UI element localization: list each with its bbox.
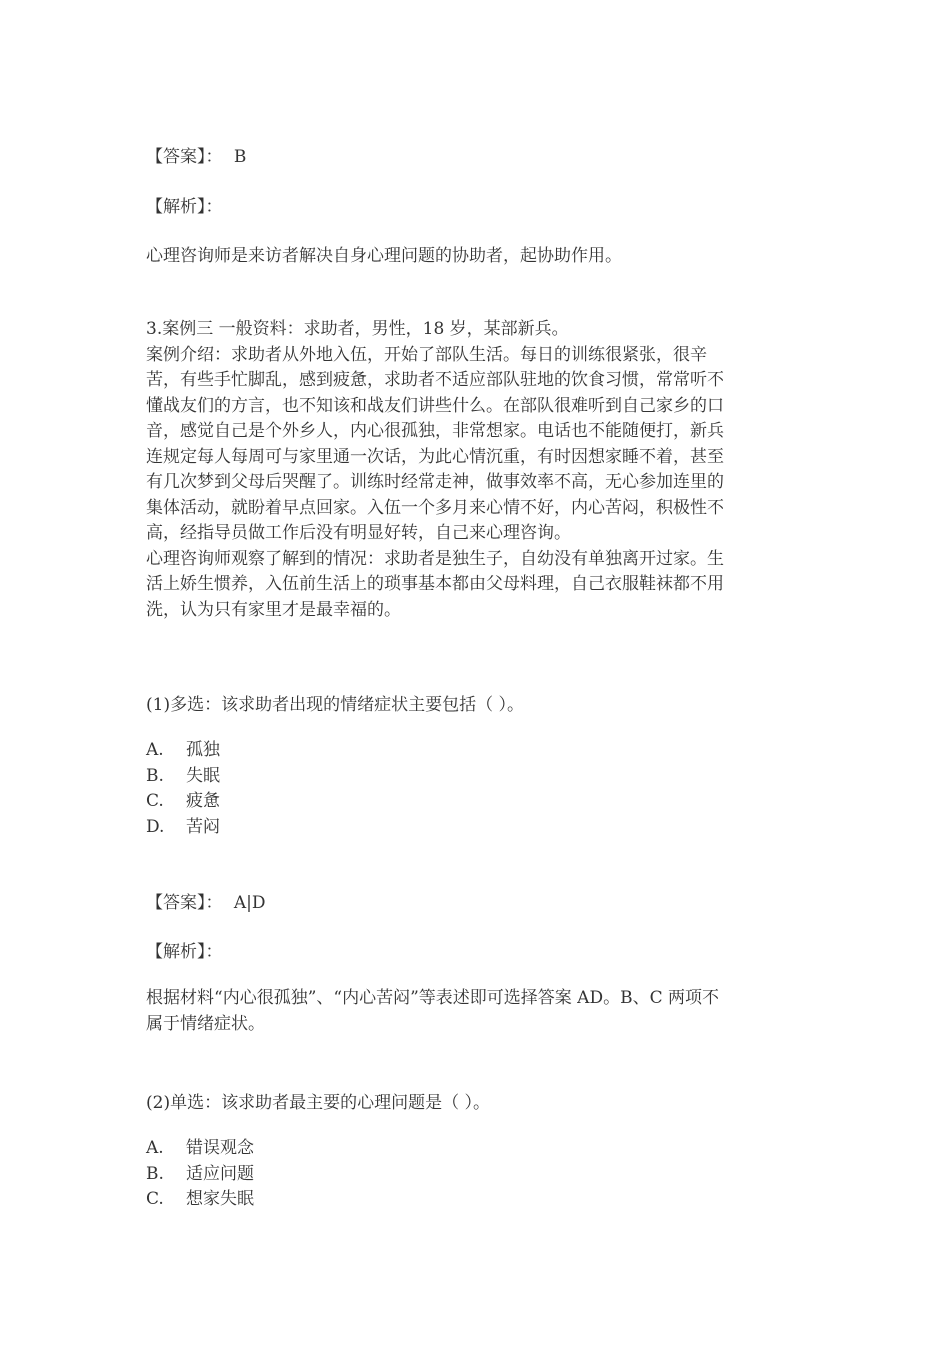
answer-row [146,142,246,167]
option-letter: A. [146,1138,164,1158]
case-line: 案例介绍：求助者从外地入伍，开始了部队生活。每日的训练很紧张，很辛 [146,344,707,365]
case-line: 洗，认为只有家里才是最幸福的。 [146,599,401,620]
question-stem-2: (2)单选：该求助者最主要的心理问题是（ ）。 [146,1093,490,1113]
option-d[interactable] [146,815,806,841]
option-letter: B. [146,1163,164,1184]
answer-value: A|D [233,893,266,913]
answer-value: B [233,147,247,167]
option-a[interactable] [146,738,806,764]
answer-label: 【答案】： [146,893,223,913]
option-c[interactable] [146,789,806,815]
options-1 [146,738,806,840]
option-b[interactable] [146,764,806,790]
case-line: 苦，有些手忙脚乱，感到疲惫，求助者不适应部队驻地的饮食习惯，常常听不 [146,370,724,390]
case-line: 连规定每人每周可与家里通一次话，为此心情沉重，有时因想家睡不着，甚至 [146,446,724,467]
option-text: 失眠 [186,765,220,786]
explanation-line: 属于情绪症状。 [146,1013,265,1034]
question-stem-1: (1)多选：该求助者出现的情绪症状主要包括（ ）。 [146,695,524,715]
case-line: 集体活动，就盼着早点回家。入伍一个多月来心情不好，内心苦闷，积极性不 [146,497,724,518]
option-text: 苦闷 [186,816,220,837]
option-a[interactable] [146,1136,806,1162]
explanation-line: 根据材料“内心很孤独”、“内心苦闷”等表述即可选择答案 AD。B、C 两项不 [146,988,719,1008]
explanation-text [146,986,806,1037]
case-line: 高，经指导员做工作后没有明显好转，自己来心理咨询。 [146,523,571,543]
option-b[interactable] [146,1162,806,1188]
option-letter: A. [146,740,164,760]
option-letter: B. [146,765,164,786]
answer-label: 【答案】： [146,147,223,167]
option-letter: D. [146,816,165,837]
option-text: 疲惫 [186,791,220,811]
option-c[interactable] [146,1187,806,1213]
options-2 [146,1136,806,1213]
case-line: 音，感觉自己是个外乡人，内心很孤独，非常想家。电话也不能随便打，新兵 [146,421,724,441]
case-line: 有几次梦到父母后哭醒了。训练时经常走神，做事效率不高，无心参加连里的 [146,472,724,492]
explanation-label: 【解析】： [146,197,223,217]
case-description [146,317,806,623]
option-text: 孤独 [186,740,220,760]
case-line: 懂战友们的方言，也不知该和战友们讲些什么。在部队很难听到自己家乡的口 [146,395,724,416]
case-line: 心理咨询师观察了解到的情况：求助者是独生子，自幼没有单独离开过家。生 [146,548,724,569]
answer-row [146,888,266,913]
option-letter: C. [146,1189,164,1209]
explanation-text: 心理咨询师是来访者解决自身心理问题的协助者，起协助作用。 [146,246,622,266]
option-text: 想家失眠 [186,1189,254,1209]
option-letter: C. [146,791,164,811]
option-text: 适应问题 [186,1163,254,1184]
case-line: 活上娇生惯养，入伍前生活上的琐事基本都由父母料理，自己衣服鞋袜都不用 [146,574,724,594]
explanation-label: 【解析】： [146,942,223,962]
case-line: 3.案例三 一般资料：求助者，男性，18 岁，某部新兵。 [146,319,569,339]
option-text: 错误观念 [186,1138,254,1158]
